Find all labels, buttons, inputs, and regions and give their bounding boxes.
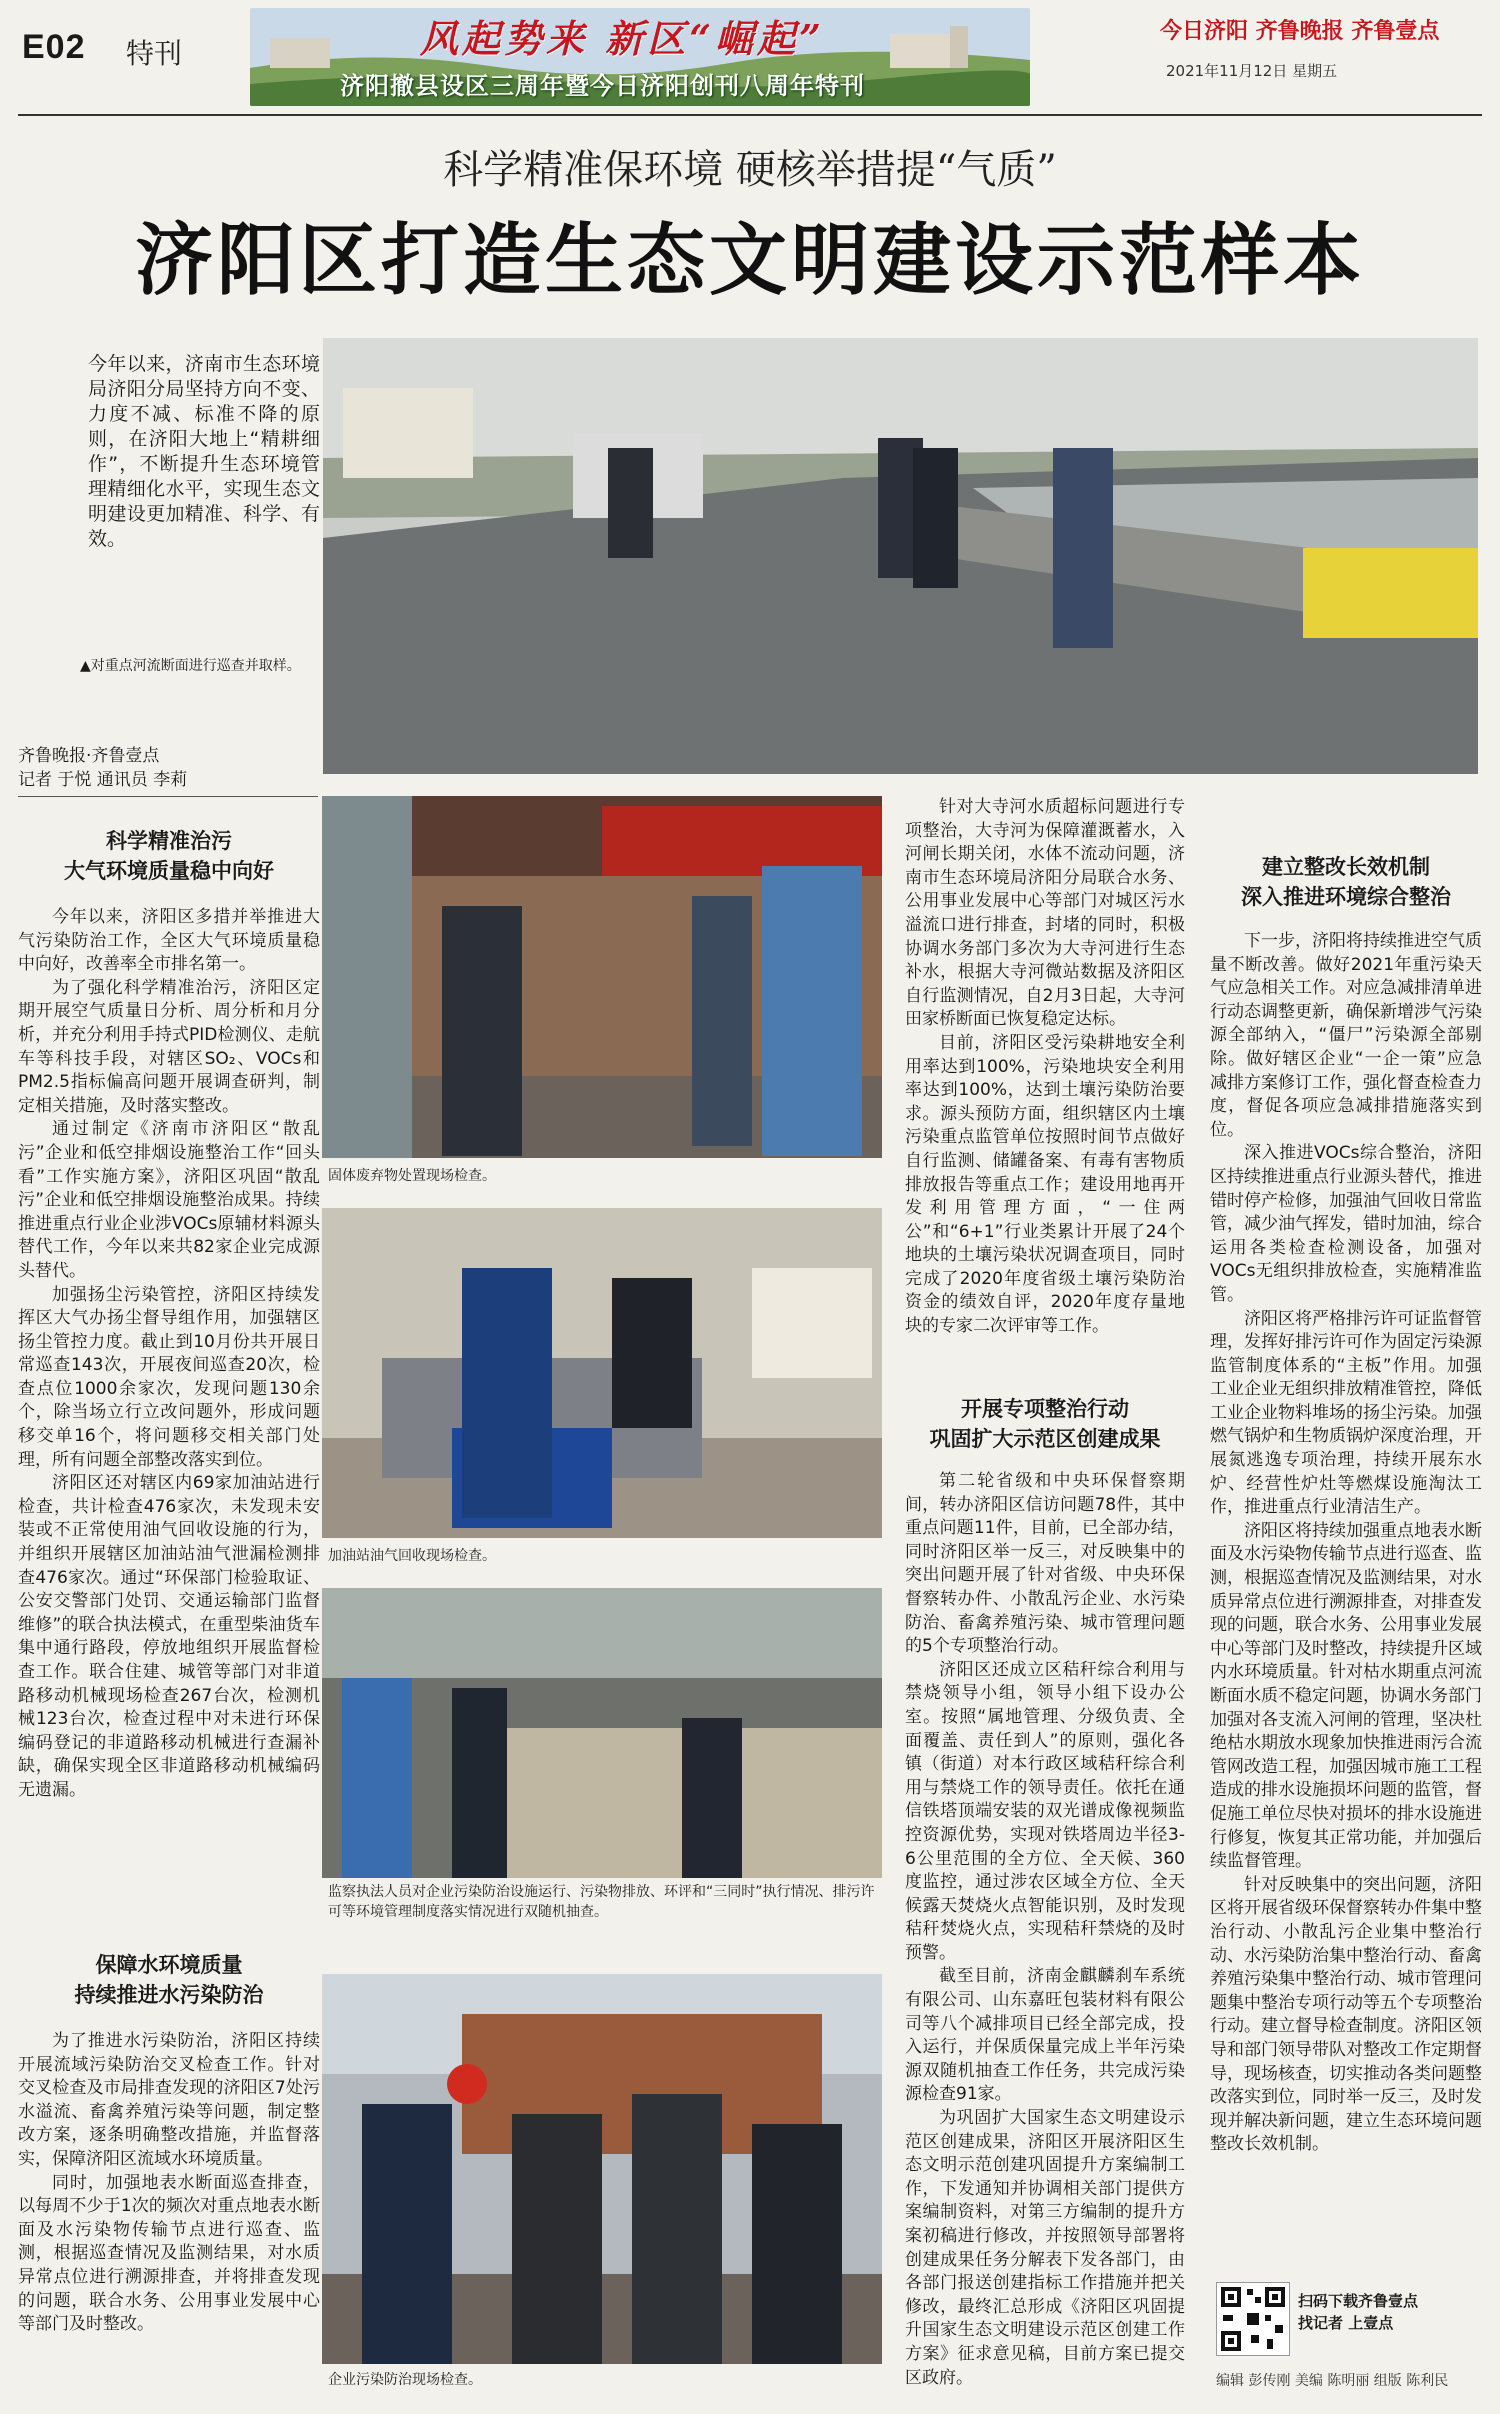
section-2-heading: 保障水环境质量 持续推进水污染防治 — [74, 1953, 264, 2007]
editor-credits: 编辑 彭传刚 美编 陈明丽 组版 陈利民 — [1216, 2373, 1449, 2389]
section-4-heading: 建立整改长效机制 深入推进环境综合整治 — [1241, 855, 1451, 909]
section-2-body-b: 针对大寺河水质超标问题进行专项整治，大寺河为保障灌溉蓄水，入河闸长期关闭，水体不流动问题，济南市生态环境局济阳分局联合水务、公用事业发展中心等部门对城区污水溢流口进行排查，封堵的同时，积极协调水务部门多次为大寺河进行生态补水，根据大寺河微站数据及济阳区自行监测情况，自2月3日起，大寺河田家桥断面已恢复稳定达标。 目前，济阳区受污染耕地安全利用率达到100%，污染地块安全利用率达到100%，达到土壤污染防治要求。源头预防方面，组织辖区内土壤污染重点监管单位按照时间节点做好自行监测、储罐备案、有毒有害物质排放报告等重点工作；建设用地再开发利用管理方面，“一住两公”和“6+1”行业类累计开展了24个地块的土壤污染状况调查项目，同时完成了2020年度省级土壤污染防治资金的绩效自评，2020年度存量地块的专家二次评审等工作。 — [905, 797, 1185, 1337]
photo-caption-pollution-check: 企业污染防治现场检查。 — [328, 2372, 482, 2388]
photo-enterprise-spot-check — [322, 1588, 882, 1878]
photo-caption-gas-station: 加油站油气回收现场检查。 — [328, 1548, 496, 1564]
section-3-heading: 开展专项整治行动 巩固扩大示范区创建成果 — [929, 1397, 1161, 1451]
byline-authors: 记者 于悦 通讯员 李莉 — [18, 770, 188, 790]
header-rule — [18, 114, 1482, 116]
section-1-body: 今年以来，济阳区多措并举推进大气污染防治工作，全区大气环境质量稳中向好，改善率全市排名第一。 为了强化科学精准治污，济阳区定期开展空气质量日分析、周分析和月分析，并充分利用手持式PID检测仪、走航车等科技手段，对辖区SO₂、VOCs和PM2.5指标偏高问题开展调查研判，制定相关措施，及时落实整改。 通过制定《济南市济阳区“散乱污”企业和低空排烟设施整治工作“回头看”工作实施方案》，济阳区巩固“散乱污”企业和低空排烟设施整治成果。持续推进重点行业企业涉VOCs原辅材料源头替代工作，今年以来共82家企业完成源头替代。 加强扬尘污染管控，济阳区持续发挥区大气办扬尘督导组作用，加强辖区扬尘管控力度。截止到10月份共开展日常巡查143次，开展夜间巡查20次，检查点位1000余家次，发现问题130余个，除当场立行立改问题外，形成问题移交单16个，将问题移交相关部门处理，所有问题全部整改落实到位。 济阳区还对辖区内69家加油站进行检查，共计检查476家次，未发现未安装或不正常使用油气回收设施的行为，并组织开展辖区加油站油气泄漏检测排查476家次。通过“环保部门检验取证、公安交警部门处罚、交通运输部门监督维修”的联合执法模式，在重型柴油货车集中通行路段，停放地组织开展监督检查工作。联合住建、城管等部门对非道路移动机械现场检查267台次，检测机械123台次，检查过程中对未进行环保编码登记的非道路移动机械进行查漏补缺，确保实现全区非道路移动机械编码无遗漏。 — [18, 907, 320, 1800]
photo-enterprise-pollution-check — [322, 1974, 882, 2364]
article-headline: 济阳区打造生态文明建设示范样本 — [134, 215, 1365, 306]
qr-code-icon — [1217, 2283, 1289, 2355]
issue-date: 2021年11月12日 星期五 — [1166, 62, 1338, 80]
qr-instructions: 扫码下载齐鲁壹点 找记者 上壹点 — [1298, 2292, 1419, 2332]
photo-caption-spot-check: 监察执法人员对企业污染防治设施运行、污染物排放、环评和“三同时”执行情况、排污许可等环境管理制度落实情况进行双随机抽查。 — [328, 1884, 875, 1920]
section-label: 特刊 — [126, 37, 183, 70]
special-issue-banner — [250, 8, 1030, 106]
article-lead: 今年以来，济南市生态环境局济阳分局坚持方向不变、力度不减、标准不降的原则，在济阳大地上“精耕细作”，不断提升生态环境管理精细化水平，实现生态文明建设更加精准、科学、有效。 — [88, 353, 320, 550]
section-1-heading: 科学精准治污 大气环境质量稳中向好 — [64, 829, 274, 883]
byline-outlet: 齐鲁晚报·齐鲁壹点 — [18, 746, 160, 766]
photo-caption-solid-waste: 固体废弃物处置现场检查。 — [328, 1168, 496, 1184]
qr-code[interactable] — [1216, 2282, 1290, 2356]
photo-gas-station-inspection — [322, 1208, 882, 1538]
banner-slogan: 风起势来 新区“崛起” — [420, 16, 825, 61]
masthead — [0, 0, 1500, 110]
photo-solid-waste-inspection — [322, 796, 882, 1158]
article-subtitle: 科学精准保环境 硬核举措提“气质” — [443, 147, 1057, 193]
newspaper-names: 今日济阳 齐鲁晚报 齐鲁壹点 — [1160, 19, 1440, 44]
byline-rule — [18, 796, 318, 797]
page-number: E02 — [22, 28, 86, 66]
section-3-body: 第二轮省级和中央环保督察期间，转办济阳区信访问题78件，其中重点问题11件，目前，已全部办结，同时济阳区举一反三，对反映集中的突出问题开展了针对省级、中央环保督察转办件、小散乱污企业、水污染防治、畜禽养殖污染、城市管理问题的5个专项整治行动。 济阳区还成立区秸秆综合利用与禁烧领导小组，领导小组下设办公室。按照“属地管理、分级负责、全面覆盖、责任到人”的原则，强化各镇（街道）对本行政区域秸秆综合利用与禁烧工作的领导责任。依托在通信铁塔顶端安装的双光谱成像视频监控资源优势，实现对铁塔周边半径3-6公里范围的全方位、全天候、360度监控，通过涉农区域全方位、全天候露天焚烧火点智能识别，及时发现秸秆焚烧火点，实现秸秆禁烧的及时预警。 截至目前，济南金麒麟刹车系统有限公司、山东嘉旺包装材料有限公司等八个减排项目已经全部完成，投入运行，并保质保量完成上半年污染源双随机抽查工作任务，共完成污染源检查91家。 为巩固扩大国家生态文明建设示范区创建成果，济阳区开展济阳区生态文明示范创建巩固提升方案编制工作，下发通知并协调相关部门提供方案编制资料，对第三方编制的提升方案初稿进行修改，并按照领导部署将创建成果任务分解表下发各部门，由各部门报送创建指标工作措施并把关修改，最终汇总形成《济阳区巩固提升国家生态文明建设示范区创建工作方案》征求意见稿，目前方案已提交区政府。 — [905, 1471, 1185, 2388]
section-2-body-a: 为了推进水污染防治，济阳区持续开展流域污染防治交叉检查工作。针对交叉检查及市局排查发现的济阳区7处污水溢流、畜禽养殖污染等问题，制定整改方案，逐条明确整改措施，并监督落实，保障济阳区流域水环境质量。 同时，加强地表水断面巡查排查，以每周不少于1次的频次对重点地表水断面及水污染物传输节点进行巡查、监测，根据巡查情况及监测结果，对水质异常点位进行溯源排查，并将排查发现的问题，联合水务、公用事业发展中心等部门及时整改。 — [18, 2031, 320, 2335]
banner-subtitle: 济阳撤县设区三周年暨今日济阳创刊八周年特刊 — [340, 72, 865, 100]
section-4-body: 下一步，济阳将持续推进空气质量不断改善。做好2021年重污染天气应急相关工作。对应急减排清单进行动态调整更新，确保新增涉气污染源全部纳入，“僵尸”污染源全部剔除。做好辖区企业“一企一策”应急减排方案修订工作，强化督查检查力度，督促各项应急减排措施落实到位。 深入推进VOCs综合整治，济阳区持续推进重点行业源头替代，推进错时停产检修，加强油气回收日常监管，减少油气挥发，错时加油，综合运用各类检查检测设备，加强对VOCs无组织排放检查，实施精准监管。 济阳区将严格排污许可证监督管理，发挥好排污许可作为固定污染源监管制度体系的“主板”作用。加强工业企业无组织排放精准管控，降低工业企业物料堆场的扬尘污染。加强燃气锅炉和生物质锅炉深度治理，开展氮逃逸专项治理，持续开展东水炉、经营性炉灶等燃煤设施淘汰工作，推进重点行业清洁生产。 济阳区将持续加强重点地表水断面及水污染物传输节点进行巡查、监测，根据巡查情况及监测结果，对水质异常点位进行溯源排查，对排查发现的问题，联合水务、公用事业发展中心等部门及时整改，持续提升区域内水环境质量。针对枯水期重点河流断面水质不稳定问题，协调水务部门加强对各支流入河闸的管理，坚决杜绝枯水期放水现象加快推进雨污合流管网改造工程，加强因城市施工工程造成的排水设施损坏问题的监管，督促施工单位尽快对损坏的排水设施进行修复，恢复其正常功能，并加强后续监督管理。 针对反映集中的突出问题，济阳区将开展省级环保督察转办件集中整治行动、小散乱污企业集中整治行动、水污染防治集中整治行动、畜禽养殖污染集中整治行动、城市管理问题集中整治专项行动等五个专项整治行动。建立督导检查制度。济阳区领导和部门领导带队对整改工作定期督导，现场核查，切实推动各类问题整改落实到位，同时举一反三，及时发现并解决新问题，建立生态环境问题整改长效机制。 — [1210, 931, 1482, 2155]
photo-caption-river: ▲对重点河流断面进行巡查并取样。 — [80, 658, 301, 674]
photo-river-inspection — [323, 338, 1478, 774]
byline — [18, 744, 318, 792]
